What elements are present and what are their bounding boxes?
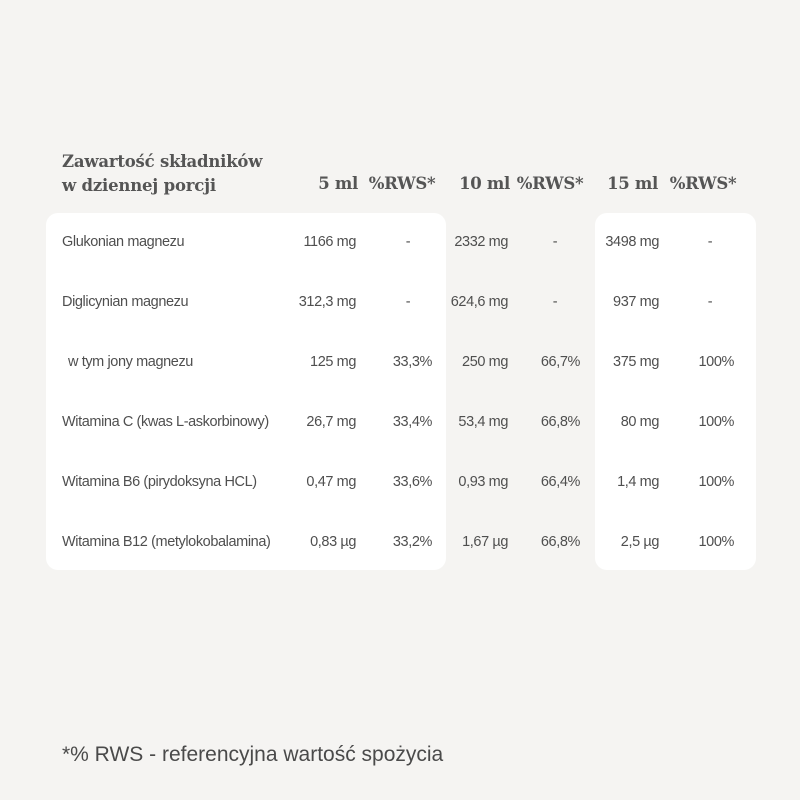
value-5ml: 26,7 mg bbox=[306, 414, 356, 430]
column-header-rws-5ml: %RWS* bbox=[368, 174, 436, 193]
highlight-card-5ml bbox=[46, 213, 446, 570]
value-5ml: 0,47 mg bbox=[306, 474, 356, 490]
value-10ml: 250 mg bbox=[462, 354, 508, 370]
column-header-15ml: 15 ml bbox=[607, 174, 658, 193]
value-10ml: 2332 mg bbox=[454, 234, 508, 250]
column-header-rws-10ml: %RWS* bbox=[516, 174, 584, 193]
rws-10ml: 66,8% bbox=[540, 414, 580, 430]
footnote: *% RWS - referencyjna wartość spożycia bbox=[62, 743, 444, 766]
highlight-card-15ml bbox=[595, 213, 756, 570]
value-15ml: 937 mg bbox=[613, 294, 659, 310]
rws-5ml: - bbox=[405, 294, 411, 310]
table-title-line1: Zawartość składników bbox=[62, 152, 263, 171]
rws-15ml: 100% bbox=[698, 534, 734, 550]
rws-15ml: 100% bbox=[698, 414, 734, 430]
value-5ml: 125 mg bbox=[310, 354, 356, 370]
rws-5ml: 33,6% bbox=[392, 474, 432, 490]
table-title bbox=[62, 150, 262, 198]
rws-5ml: 33,2% bbox=[392, 534, 432, 550]
value-15ml: 80 mg bbox=[620, 414, 659, 430]
rws-15ml: 100% bbox=[698, 354, 734, 370]
column-header-5ml: 5 ml bbox=[318, 174, 358, 193]
value-15ml: 1,4 mg bbox=[617, 474, 659, 490]
value-10ml: 624,6 mg bbox=[450, 294, 508, 310]
ingredient-name: Glukonian magnezu bbox=[62, 234, 185, 250]
rws-15ml: - bbox=[707, 294, 713, 310]
value-5ml: 0,83 µg bbox=[310, 534, 356, 550]
rws-10ml: 66,7% bbox=[540, 354, 580, 370]
ingredient-name: Witamina B6 (pirydoksyna HCL) bbox=[62, 474, 257, 490]
ingredient-name: Witamina C (kwas L-askorbinowy) bbox=[62, 414, 269, 430]
ingredient-name: Witamina B12 (metylokobalamina) bbox=[62, 534, 271, 550]
value-5ml: 1166 mg bbox=[303, 234, 356, 250]
column-header-10ml: 10 ml bbox=[459, 174, 510, 193]
value-10ml: 1,67 µg bbox=[462, 534, 508, 550]
rws-5ml: - bbox=[405, 234, 411, 250]
rws-10ml: - bbox=[552, 294, 558, 310]
value-5ml: 312,3 mg bbox=[298, 294, 356, 310]
table-row bbox=[0, 350, 800, 374]
ingredient-name: Diglicynian magnezu bbox=[62, 294, 189, 310]
rws-10ml: 66,4% bbox=[540, 474, 580, 490]
table-row bbox=[0, 530, 800, 554]
rws-10ml: 66,8% bbox=[540, 534, 580, 550]
rws-5ml: 33,4% bbox=[392, 414, 432, 430]
rws-5ml: 33,3% bbox=[392, 354, 432, 370]
rws-15ml: - bbox=[707, 234, 713, 250]
column-header-rws-15ml: %RWS* bbox=[669, 174, 737, 193]
rws-15ml: 100% bbox=[698, 474, 734, 490]
table-row bbox=[0, 410, 800, 434]
ingredient-name: w tym jony magnezu bbox=[68, 354, 193, 370]
table-title-line2: w dziennej porcji bbox=[62, 176, 216, 195]
value-15ml: 2,5 µg bbox=[620, 534, 659, 550]
value-15ml: 375 mg bbox=[613, 354, 659, 370]
value-15ml: 3498 mg bbox=[605, 234, 659, 250]
table-row bbox=[0, 290, 800, 314]
value-10ml: 53,4 mg bbox=[458, 414, 508, 430]
table-row bbox=[0, 470, 800, 494]
value-10ml: 0,93 mg bbox=[458, 474, 508, 490]
rws-10ml: - bbox=[552, 234, 558, 250]
table-row bbox=[0, 230, 800, 254]
